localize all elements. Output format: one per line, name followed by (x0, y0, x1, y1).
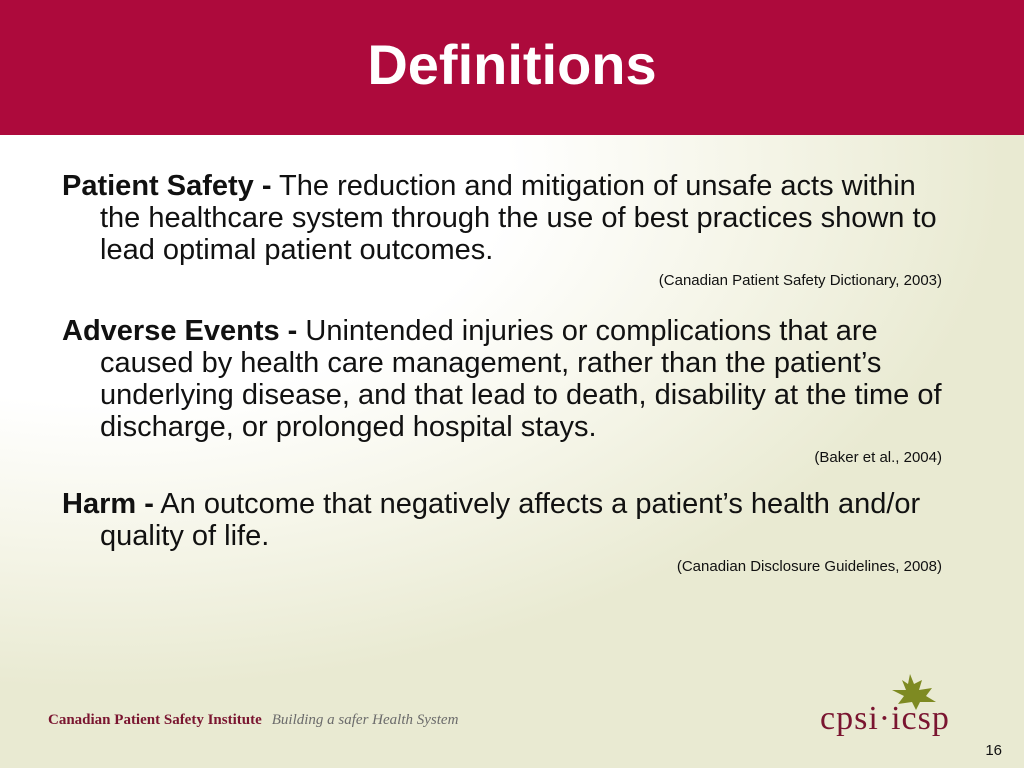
definition-adverse-events (62, 315, 942, 466)
page-number: 16 (985, 742, 1002, 759)
definition-text: An outcome that negatively affects a patient’s health and/or quality of life. (100, 488, 921, 552)
definitions-list (62, 170, 942, 575)
definition-term: Harm - (62, 488, 154, 520)
definition-term: Adverse Events - (62, 315, 298, 347)
cpsi-logo (818, 672, 988, 740)
footer-tagline: Building a safer Health System (271, 712, 459, 728)
definition-text: Unintended injuries or complications that are caused by health care management, rather than the patient’s underlying disease, and that lead to death, disability at the time of discharge, or prolonged hospital stays. (100, 315, 942, 443)
definition-text: The reduction and mitigation of unsafe acts within the healthcare system through the use of best practices shown to lead optimal patient outcomes. (100, 170, 937, 266)
definition-harm (62, 488, 942, 575)
definition-patient-safety (62, 170, 942, 289)
slide-title: Definitions (367, 33, 657, 96)
footer-branding (48, 712, 458, 729)
title-bar (0, 0, 1024, 135)
definition-citation: (Baker et al., 2004) (814, 449, 942, 466)
logo-wordmark: cpsi·icsp (820, 700, 950, 737)
definition-citation: (Canadian Disclosure Guidelines, 2008) (676, 558, 942, 575)
footer-organization: Canadian Patient Safety Institute (48, 712, 262, 728)
definition-citation: (Canadian Patient Safety Dictionary, 2003) (658, 272, 942, 289)
definition-term: Patient Safety - (62, 170, 272, 202)
